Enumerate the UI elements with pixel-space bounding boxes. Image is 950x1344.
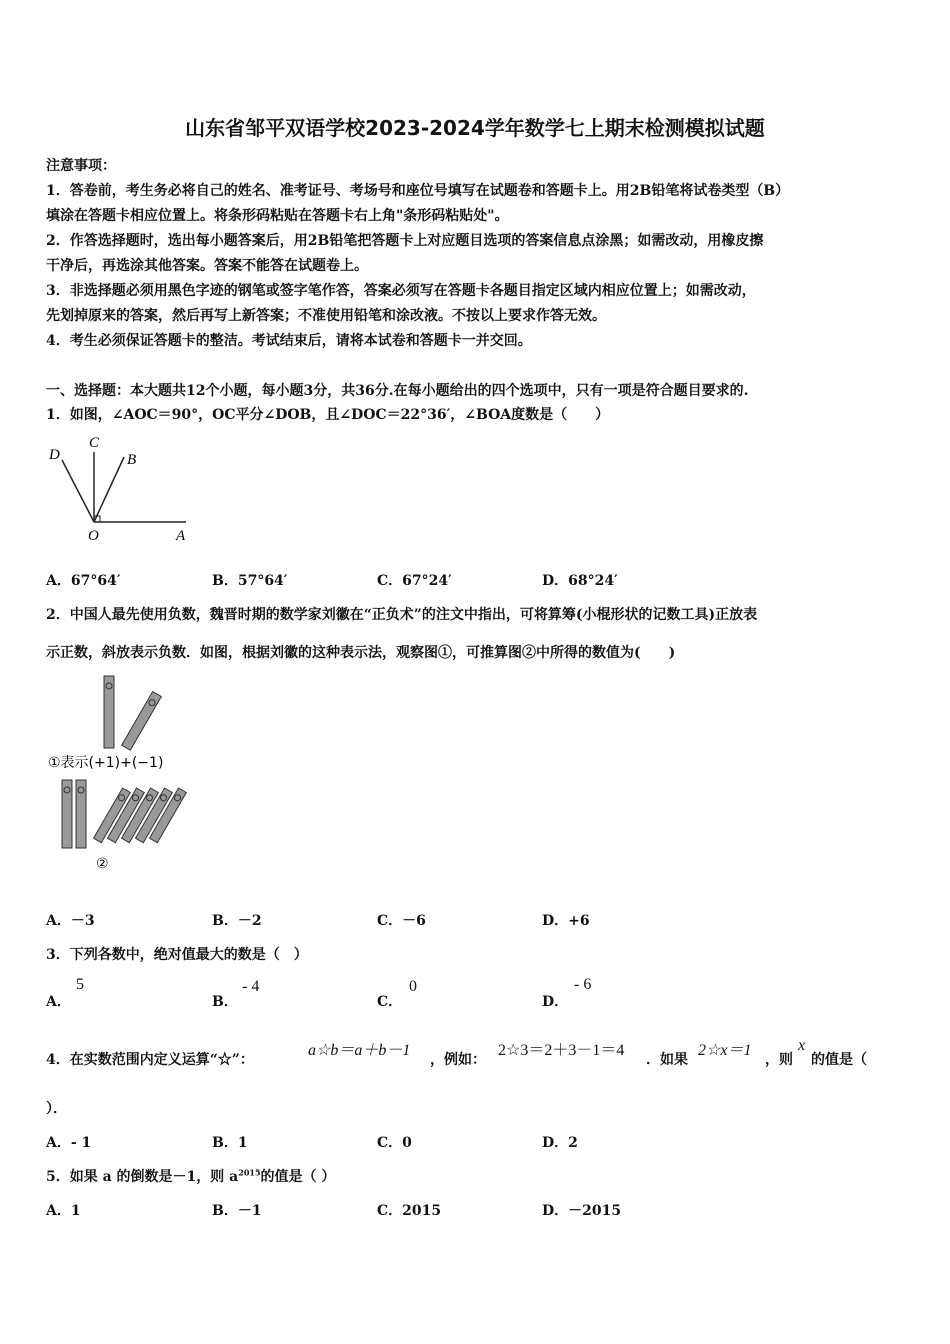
q3-option-d-letter: D．	[542, 994, 569, 1010]
q5-option-a: A．1	[46, 1203, 81, 1219]
q1-option-a: A．67°64′	[46, 573, 121, 589]
q4-option-c: C．0	[377, 1135, 412, 1151]
q4-example: 2☆3＝2＋3－1＝4	[498, 1042, 625, 1059]
q1-option-d: D．68°24′	[542, 573, 618, 589]
angle-figure	[44, 432, 204, 548]
notes-heading: 注意事项：	[46, 158, 116, 174]
note-2a: 2．作答选择题时，选出每小题答案后，用2B铅笔把答题卡上对应题目选项的答案信息点涂黑；如需改动，用橡皮擦	[46, 233, 764, 249]
ray-ob	[94, 457, 124, 522]
q3-option-c-value: 0	[409, 978, 417, 995]
q3-option-b-letter: B．	[212, 994, 238, 1010]
figure-2-caption: ②	[96, 856, 109, 872]
q3-option-b-value: - 4	[242, 978, 260, 995]
question-2-line1: 2．中国人最先使用负数，魏晋时期的数学家刘徽在“正负术”的注文中指出，可将算筹(小棍形状的记数工具)正放表	[46, 607, 758, 623]
page-title: 山东省邹平双语学校2023-2024学年数学七上期末检测模拟试题	[185, 116, 765, 140]
q3-option-c-letter: C．	[377, 994, 403, 1010]
note-4: 4．考生必须保证答题卡的整洁。考试结束后，请将本试卷和答题卡一并交回。	[46, 333, 532, 349]
q4-variable: x	[798, 1037, 806, 1054]
label-c: C	[89, 435, 100, 451]
q1-option-c: C．67°24′	[377, 573, 452, 589]
rod-upright-2	[76, 780, 86, 848]
q1-option-b: B．57°64′	[212, 573, 288, 589]
question-4-part5: 的值是（	[811, 1052, 867, 1068]
note-3a: 3．非选择题必须用黑色字迹的钢笔或签字笔作答，答案必须写在答题卡各题目指定区域内相应位置上；如需改动，	[46, 283, 756, 299]
counting-rods-figure	[44, 672, 204, 877]
question-1: 1．如图，∠AOC＝90°，OC平分∠DOB，且∠DOC＝22°36′，∠BOA度数是（ ）	[46, 407, 610, 423]
q5-option-b: B．－1	[212, 1203, 262, 1219]
q5-text-post: 的值是（ ）	[260, 1169, 336, 1185]
q4-option-a: A．- 1	[46, 1135, 92, 1151]
q5-option-c: C．2015	[377, 1203, 442, 1219]
question-4-part1: 4．在实数范围内定义运算“☆”：	[46, 1052, 254, 1068]
note-2b: 干净后，再选涂其他答案。答案不能答在试题卷上。	[46, 258, 368, 274]
question-4-line2: ）．	[46, 1101, 67, 1117]
question-2-line2: 示正数，斜放表示负数．如图，根据刘徽的这种表示法，观察图①，可推算图②中所得的数值为( )	[46, 645, 676, 661]
q3-option-d-value: - 6	[574, 976, 592, 993]
q5-exponent: 2015	[238, 1167, 261, 1178]
figure-1-caption: ①表示(+1)+(−1)	[48, 755, 164, 771]
label-b: B	[127, 452, 137, 468]
q2-option-c: C．－6	[377, 913, 426, 929]
q4-definition: a☆b＝a＋b－1	[308, 1042, 411, 1059]
q5-text-pre: 5．如果 a 的倒数是－1，则 a	[46, 1169, 239, 1185]
q5-option-d: D．－2015	[542, 1203, 622, 1219]
rod-slanted	[122, 692, 162, 751]
question-4-part4: ，则	[765, 1052, 793, 1068]
note-1a: 1．答卷前，考生务必将自己的姓名、准考证号、考场号和座位号填写在试题卷和答题卡上。用2B铅笔将试卷类型（B）	[46, 183, 790, 199]
q4-option-b: B．1	[212, 1135, 248, 1151]
q2-option-d: D．+6	[542, 913, 590, 929]
question-3: 3．下列各数中，绝对值最大的数是（ ）	[46, 947, 308, 963]
question-4-part3: ．如果	[646, 1052, 688, 1068]
q2-option-b: B．－2	[212, 913, 262, 929]
rod-upright-1	[62, 780, 72, 848]
label-d: D	[49, 447, 60, 463]
q3-option-a-letter: A．	[46, 994, 71, 1010]
q3-option-a-value: 5	[76, 976, 84, 993]
rod-upright	[104, 676, 114, 748]
label-a: A	[176, 528, 186, 544]
section-heading: 一、选择题：本大题共12个小题，每小题3分，共36分.在每小题给出的四个选项中，只有一项是符合题目要求的.	[46, 383, 749, 399]
q2-option-a: A．－3	[46, 913, 95, 929]
question-4-part2: ，例如：	[430, 1052, 486, 1068]
label-o: O	[88, 528, 99, 544]
ray-od	[62, 460, 94, 522]
note-3b: 先划掉原来的答案，然后再写上新答案；不准使用铅笔和涂改液。不按以上要求作答无效。	[46, 308, 606, 324]
q4-option-d: D．2	[542, 1135, 578, 1151]
note-1b: 填涂在答题卡相应位置上。将条形码粘贴在答题卡右上角"条形码粘贴处"。	[46, 208, 509, 224]
question-5	[46, 1166, 335, 1186]
q4-condition: 2☆x＝1	[698, 1042, 752, 1059]
